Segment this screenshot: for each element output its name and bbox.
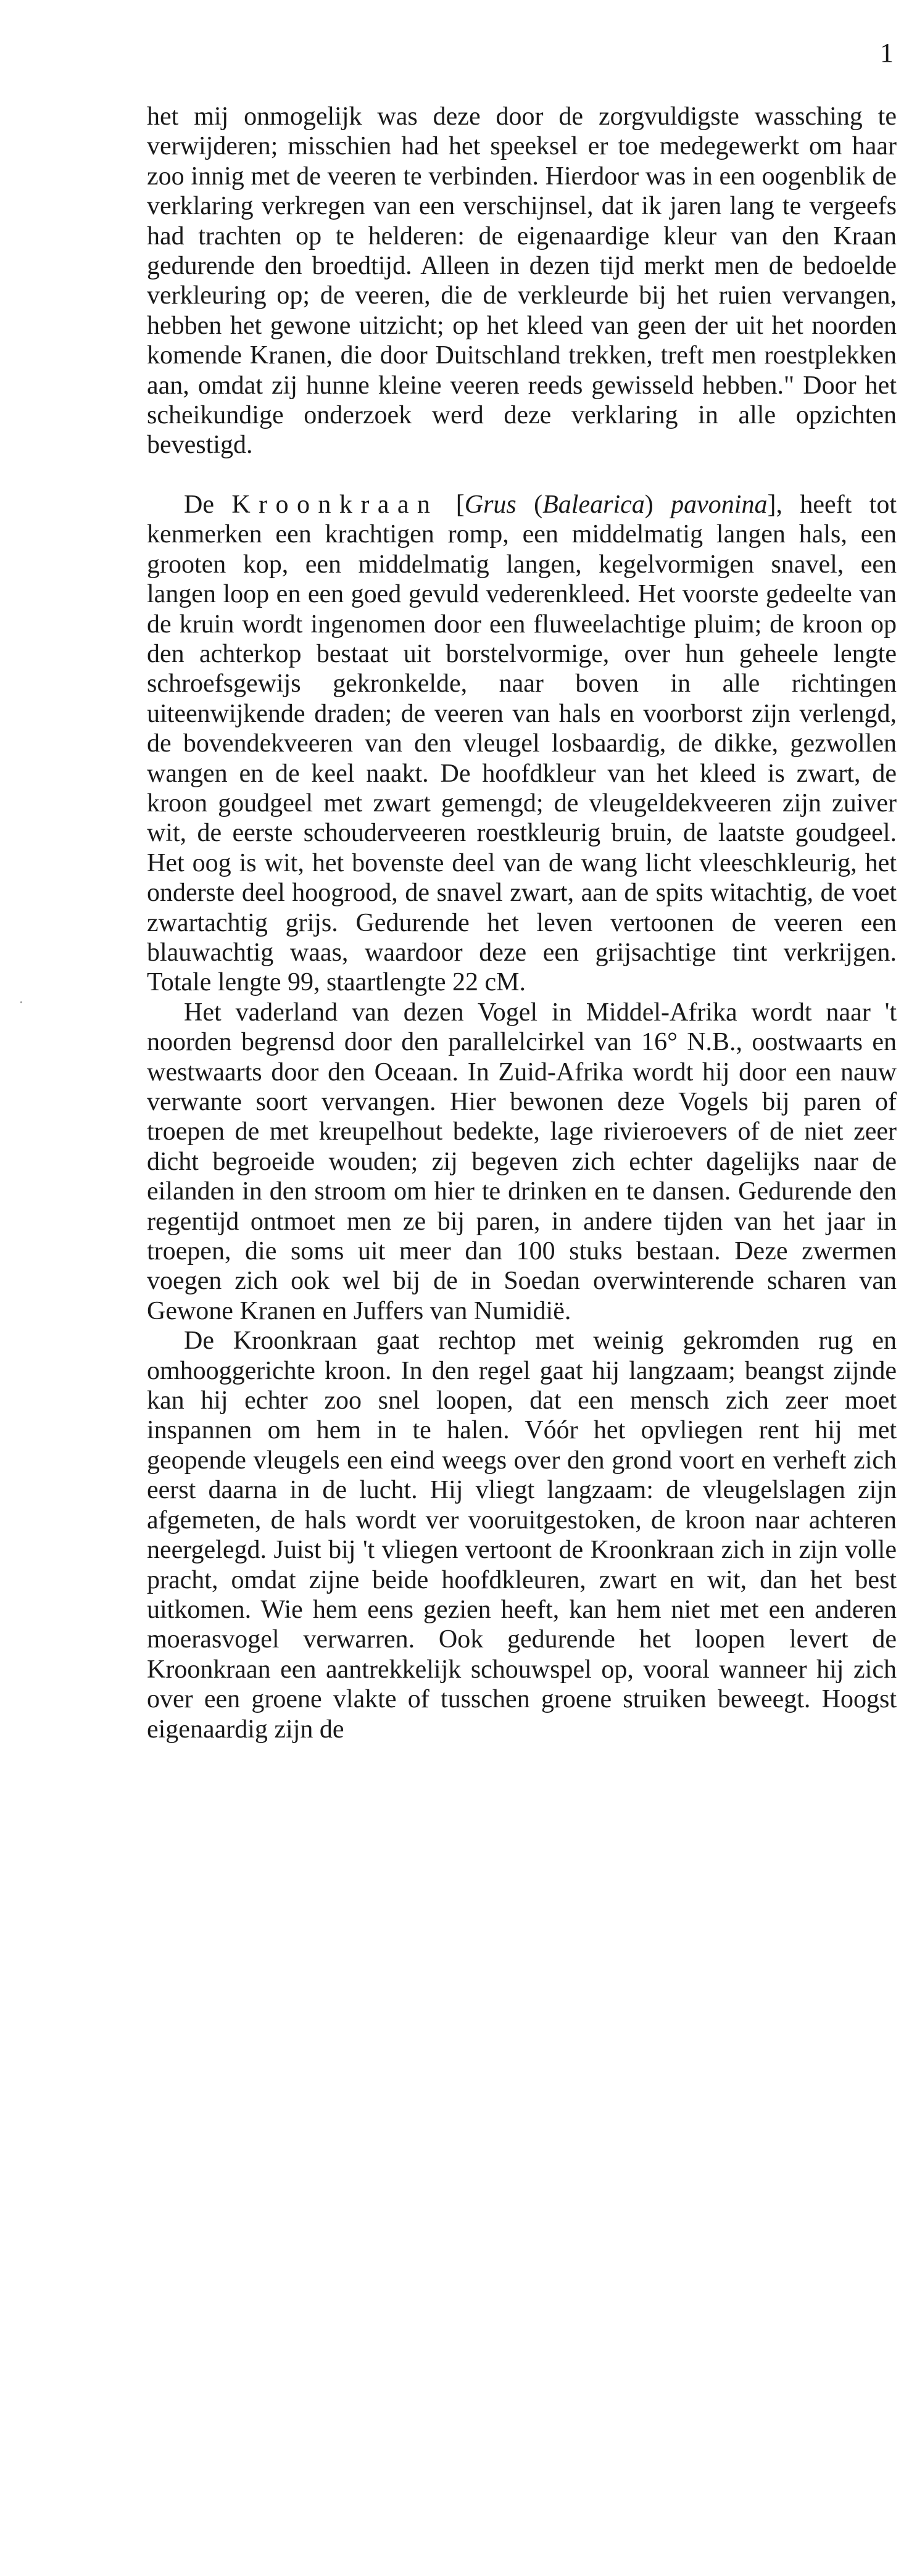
species-name: Kroonkraan (231, 490, 439, 519)
latin-bracket-close: ], (767, 490, 782, 519)
paragraph-lead: De (184, 490, 232, 519)
body-text (147, 102, 897, 1744)
latin-paren-open: ( (516, 490, 543, 519)
paragraph-behaviour: De Kroonkraan gaat rechtop met weinig gekromden rug en omhooggerichte kroon. In den regel gaat hij langzaam; beangst zijnde kan hij echter zoo snel loopen, dat een mensch zich zeer moet inspannen om hem in te halen. Vóór het opvliegen rent hij met geopende vleugels een eind weegs over den grond voort en verheft zich eerst daarna in de lucht. Hij vliegt langzaam: de vleugelslagen zijn afgemeten, de hals wordt ver vooruitgestoken, de kroon naar achteren neergelegd. Juist bij 't vliegen vertoont de Kroonkraan zich in zijn volle pracht, omdat zijne beide hoofdkleuren, zwart en wit, dan het best uitkomen. Wie hem eens gezien heeft, kan hem niet met een anderen moerasvogel verwarren. Ook gedurende het loopen levert de Kroonkraan een aantrekkelijk schouwspel op, vooral wanneer hij zich over een groene vlakte of tusschen groene struiken beweegt. Hoogst eigenaardig zijn de (147, 1327, 897, 1744)
description-text: heeft tot kenmerken een krachtigen romp, een middelmatig langen hals, een grooten kop, een middelmatig langen, kegelvormigen snavel, een langen loop en een goed gevuld vederenkleed. Het voorste gedeelte van de kruin wordt ingenomen door een fluweelachtige pluim; de kroon op den achterkop bestaat uit borstelvormige, over hun geheele lengte schroefsgewijs gekronkelde, naar boven in alle richtingen uiteenwijkende draden; de veeren van hals en voorborst zijn verlengd, de bovendekveeren van den vleugel losbaardig, de dikke, gezwollen wangen en de keel naakt. De hoofdkleur van het kleed is zwart, de kroon goudgeel met zwart gemengd; de vleugeldekveeren zijn zuiver wit, de eerste schouderveeren roestkleurig bruin, de laatste goudgeel. Het oog is wit, het bovenste deel van de wang licht vleeschkleurig, het onderste deel hoogrood, de snavel zwart, aan de spits witachtig, de voet zwartachtig grijs. Gedurende het leven vertoonen de veeren een blauwachtig waas, waardoor deze een grijsachtige tint verkrijgen. Totale lengte 99, staartlengte 22 cM. (147, 490, 897, 997)
paragraph-habitat: Het vaderland van dezen Vogel in Middel-Afrika wordt naar 't noorden begrensd door den parallelcirkel van 16° N.B., oostwaarts en westwaarts door den Oceaan. In Zuid-Afrika wordt hij door een nauw verwante soort vervangen. Hier bewonen deze Vogels bij paren of troepen de met kreupelhout bedekte, lage rivieroevers of de niet zeer dicht begroeide wouden; zij begeven zich echter dagelijks naar de eilanden in den stroom om hier te drinken en te dansen. Gedurende den regentijd ontmoet men ze bij paren, in andere tijden van het jaar in troepen, die soms uit meer dan 100 stuks bestaan. Deze zwermen voegen zich ook wel bij de in Soedan overwinterende scharen van Gewone Kranen en Juffers van Numidië. (147, 998, 897, 1325)
latin-paren-close: ) (644, 490, 671, 519)
latin-genus: Grus (464, 490, 517, 519)
latin-bracket-open: [ (438, 490, 465, 519)
paragraph-kroonkraan-description (147, 490, 897, 998)
latin-subgenus: Balearica (542, 490, 645, 519)
margin-mark: · (19, 993, 24, 1011)
page-number: 1 (880, 38, 894, 68)
paragraph-continuation: het mij onmogelijk was deze door de zorgvuldigste wassching te verwijderen; misschien had het speeksel er toe medegewerkt om haar zoo innig met de veeren te verbinden. Hierdoor was in een oogenblik de verklaring verkregen van een verschijnsel, dat ik jaren lang te vergeefs had trachten op te helderen: de eigenaardige kleur van den Kraan gedurende den broedtijd. Alleen in dezen tijd merkt men de bedoelde verkleuring op; de veeren, die de verkleurde bij het ruien vervangen, hebben het gewone uitzicht; op het kleed van geen der uit het noorden komende Kranen, die door Duitschland trekken, treft men roestplekken aan, omdat zij hunne kleine veeren reeds gewisseld hebben." Door het scheikundige onderzoek werd deze verklaring in alle opzichten bevestigd. (147, 102, 897, 460)
latin-species: pavonina (671, 490, 768, 519)
